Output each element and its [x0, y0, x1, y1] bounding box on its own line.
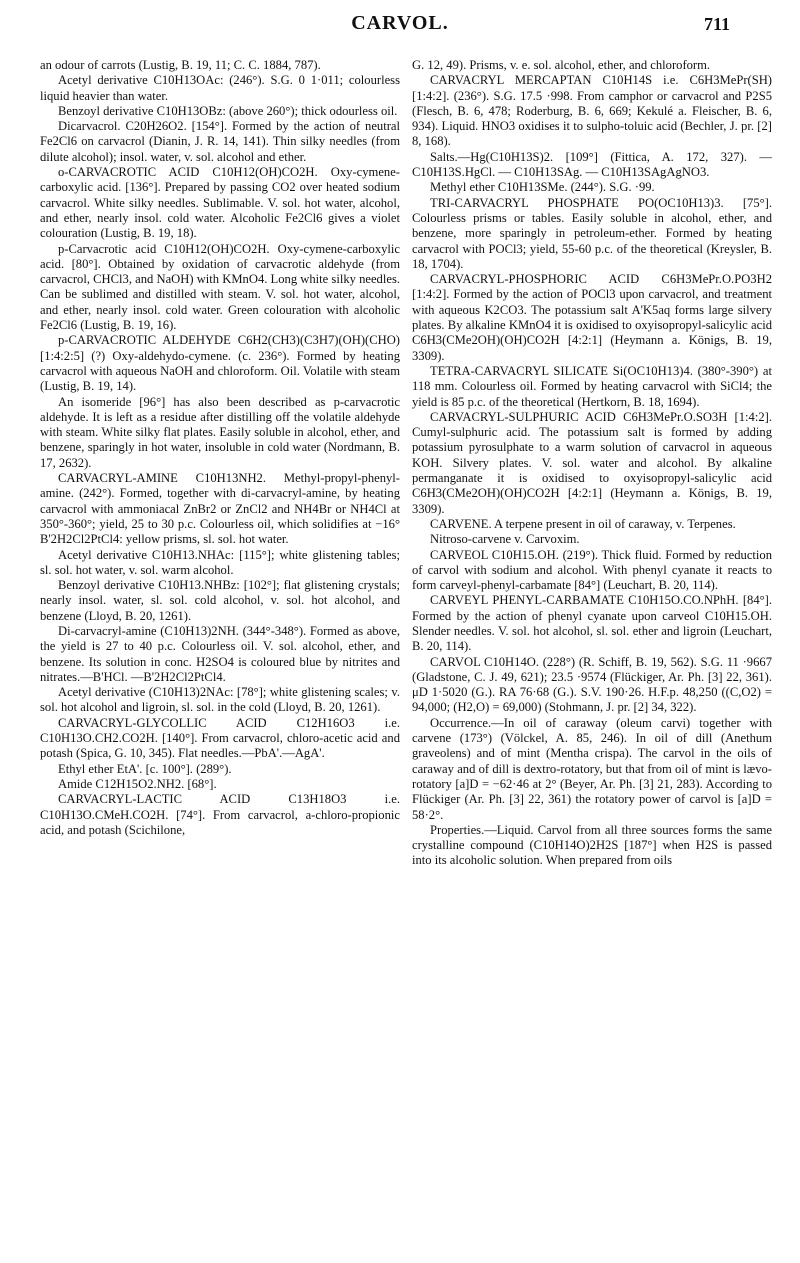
right-column-paragraph: G. 12, 49). Prisms, v. e. sol. alcohol, ether, and chloroform. — [412, 58, 711, 72]
right-column-paragraph: Occurrence.—In oil of caraway (oleum carvi) together with carvene (173°) (Völckel, A. 85, 246). In oil of dill (Anethum graveolens) and of mint (Mentha crispa). The carvol in the oils of caraway and of dill is dextro-rotatory, but that from oil of mint is lævo-rotatory [a]D = −62·46 at 2° (Beyer, Ar. Ph. [3] 21, 283). According to Flückiger (Ar. Ph. [3] 22, 361) the rotatory power of carvol is [a]D = 58·2°. — [412, 715, 772, 822]
left-column-paragraph: An isomeride [96°] has also been described as p-carvacrotic aldehyde. It is left as a residue after distilling off the volatile aldehyde with steam. White silky flat plates. Easily soluble in alcohol, ether, and benzene, sparingly in hot water, insoluble in cold water (Nordmann, B. 17, 2632). — [40, 394, 400, 470]
left-column-paragraph: Acetyl derivative C10H13.NHAc: [115°]; white glistening tables; sl. sol. hot water, v. sol. warm alcohol. — [40, 547, 400, 577]
left-column-paragraph: CARVACRYL-GLYCOLLIC ACID C12H16O3 i.e. C10H13O.CH2.CO2H. [140°]. From carvacrol, chloro-acetic acid and potash (Spica, G. 10, 345). Flat needles.—PbA'.—AgA'. — [40, 715, 400, 761]
right-column-paragraph: TRI-CARVACRYL PHOSPHATE PO(OC10H13)3. [75°]. Colourless prisms or tables. Easily soluble in alcohol, ether, and benzene, more sparingly in petroleum-ether. Formed by heating carvacrol with POCl3; yield, 55-60 p.c. of the theoretical (Kreysler, B. 18, 1704). — [412, 195, 772, 271]
left-column-paragraph: Amide C12H15O2.NH2. [68°]. — [58, 776, 217, 791]
right-column-paragraph: TETRA-CARVACRYL SILICATE Si(OC10H13)4. (380°-390°) at 118 mm. Colourless oil. Formed by heating carvacrol with SiCl4; the yield is 85 p.c. of the theoretical (Hertkorn, B. 18, 1694). — [412, 363, 772, 409]
right-column-paragraph: CARVEOL C10H15.OH. (219°). Thick fluid. Formed by reduction of carvol with sodium and alcohol. With phenyl cyanate it reacts to form carveyl-phenyl-carbamate [84°] (Leuchart, B. 20, 114). — [412, 547, 772, 593]
page-number: 711 — [703, 14, 730, 34]
left-column-paragraph: Dicarvacrol. C20H26O2. [154°]. Formed by the action of neutral Fe2Cl6 on carvacrol (Dianin, J. R. 14, 141). Thin silky needles (from dilute alcohol); insol. water, v. sol. alcohol and ether. — [40, 119, 400, 164]
right-column-paragraph: CARVACRYL-PHOSPHORIC ACID C6H3MePr.O.PO3H2 [1:4:2]. Formed by the action of POCl3 upon carvacrol, and treatment with aqueous K2CO3. The potassium salt A'K5aq forms large silvery plates. By alkaline KMnO4 it is oxidised to oxyisopropyl-salicylic acid C6H3(CMe2OH)(OH)CO2H [4:2:1] (Heymann a. Königs, B. 19, 3309). — [412, 272, 772, 363]
left-column-paragraph: Benzoyl derivative C10H13OBz: (above 260°); thick odourless oil. — [58, 103, 398, 118]
left-column-paragraph: Acetyl derivative C10H13OAc: (246°). S.G. 0 1·011; colourless liquid heavier than water. — [40, 73, 400, 103]
right-column-paragraph: CARVOL C10H14O. (228°) (R. Schiff, B. 19, 562). S.G. 11 ·9667 (Gladstone, C. J. 49, 621); 23.5 ·9574 (Flückiger, Ar. Ph. [3] 22, 361). μD 1·5020 (G.). RA 76·68 (G.). S.V. 190·26. H.F.p. 48,250 ((C,O2) = 94,000; (H2,O) = 69,000) (Stohmann, J. pr. [2] 34, 322). — [412, 654, 772, 715]
left-column-paragraph: Di-carvacryl-amine (C10H13)2NH. (344°-348°). Formed as above, the yield is 27 to 40 p.c. Colourless oil. V. sol. alcohol, ether, and benzene. Its solution in conc. H2SO4 is coloured blue by nitrites and nitrates.—B'HCl. —B'2H2Cl2PtCl4. — [40, 623, 400, 684]
right-column — [412, 58, 772, 869]
left-column-paragraph: CARVACRYL-AMINE C10H13NH2. Methyl-propyl-phenyl-amine. (242°). Formed, together with di-carvacryl-amine, by heating carvacrol with ammoniacal ZnBr2 or ZnCl2 and NH4Br or NH4Cl at 350°-360°; yield, 25 to 30 p.c. Colourless oil, which solidifies at −16° B'2H2Cl2PtCl4: yellow prisms, sl. sol. hot water. — [40, 471, 400, 547]
left-column — [40, 58, 400, 838]
right-column-paragraph: Nitroso-carvene v. Carvoxim. — [430, 532, 580, 547]
left-column-paragraph: an odour of carrots (Lustig, B. 19, 11; C. C. 1884, 787). — [40, 58, 321, 72]
right-column-paragraph: CARVACRYL MERCAPTAN C10H14S i.e. C6H3MePr(SH) [1:4:2]. (236°). S.G. 17.5 ·998. From camphor or carvacrol and P2S5 (Flesch, B. 6, 478; Roderburg, B. 6, 669; Kekulé a. Fleischer, B. 6, 934). Liquid. HNO3 oxidises it to sulpho-toluic acid (Bechler, J. pr. [2] 8, 168). — [412, 73, 772, 149]
left-column-paragraph: Ethyl ether EtA'. [c. 100°]. (289°). — [58, 761, 232, 776]
left-column-paragraph: Benzoyl derivative C10H13.NHBz: [102°]; flat glistening crystals; nearly insol. water, sl. sol. cold alcohol, v. sol. hot alcohol, and benzene (Lloyd, B. 20, 1261). — [40, 578, 400, 623]
right-column-paragraph: Methyl ether C10H13SMe. (244°). S.G. ·99. — [430, 180, 655, 195]
left-column-paragraph: CARVACRYL-LACTIC ACID C13H18O3 i.e. C10H13O.CMeH.CO2H. [74°]. From carvacrol, a-chloro-propionic acid, and potash (Scichilone, — [40, 792, 400, 837]
right-column-paragraph: CARVACRYL-SULPHURIC ACID C6H3MePr.O.SO3H [1:4:2]. Cumyl-sulphuric acid. The potassium salt is formed by adding potassium pyrosulphate to a warm solution of carvacrol in aqueous KOH. Silvery plates. V. sol. water and alcohol. By alkaline permanganate it is oxidised to oxyisopropyl-salicylic acid C6H3(CMe2OH)(OH)CO2H [4:2:1] (Heymann a. Königs, B. 19, 3309). — [412, 409, 772, 516]
right-column-paragraph: Salts.—Hg(C10H13S)2. [109°] (Fittica, A. 172, 327). — C10H13S.HgCl. — C10H13SAg. — C10H13SAgAgNO3. — [412, 149, 772, 180]
page-header — [0, 0, 800, 40]
right-column-paragraph: Properties.—Liquid. Carvol from all three sources forms the same crystalline compound (C10H14O)2H2S [187°] when H2S is passed into its alcoholic solution. When prepared from oils — [412, 822, 772, 868]
right-column-paragraph: CARVEYL PHENYL-CARBAMATE C10H15O.CO.NPhH. [84°]. Formed by the action of phenyl cyanate upon carveol C10H15.OH. Slender needles. V. sol. hot alcohol, sl. sol. ether and ligroin (Leuchart, B. 20, 114). — [412, 593, 772, 654]
left-column-paragraph: Acetyl derivative (C10H13)2NAc: [78°]; white glistening scales; v. sol. hot alcohol and ligroin, sl. sol. in the cold (Lloyd, B. 20, 1261). — [40, 685, 400, 715]
running-title: CARVOL. — [351, 12, 449, 34]
right-column-paragraph: CARVENE. A terpene present in oil of caraway, v. Terpenes. — [430, 516, 736, 531]
left-column-paragraph: p-Carvacrotic acid C10H12(OH)CO2H. Oxy-cymene-carboxylic acid. [80°]. Obtained by oxidation of carvacrotic aldehyde (from carvacrol, CHCl3, and NaOH) with KMnO4. Long white silky needles. Can be sublimed and distilled with steam. V. sol. hot water, alcohol, and ether, nearly insol. cold water. Green colouration with alcoholic Fe2Cl6 (Lustig, B. 19, 16). — [40, 241, 400, 333]
left-column-paragraph: o-CARVACROTIC ACID C10H12(OH)CO2H. Oxy-cymene-carboxylic acid. [136°]. Prepared by passing CO2 over heated sodium carvacrol. White silky needles. Sublimable. V. sol. hot water, alcohol, and ether, nearly insol. cold water. Alcoholic Fe2Cl6 gives a violet colouration (Lustig, B. 19, 18). — [40, 165, 400, 241]
left-column-paragraph: p-CARVACROTIC ALDEHYDE C6H2(CH3)(C3H7)(OH)(CHO) [1:4:2:5] (?) Oxy-aldehydo-cymene. (c. 236°). Formed by heating carvacrol with aqueous NaOH and chloroform. Oil. Volatile with steam (Lustig, B. 19, 14). — [40, 333, 400, 394]
